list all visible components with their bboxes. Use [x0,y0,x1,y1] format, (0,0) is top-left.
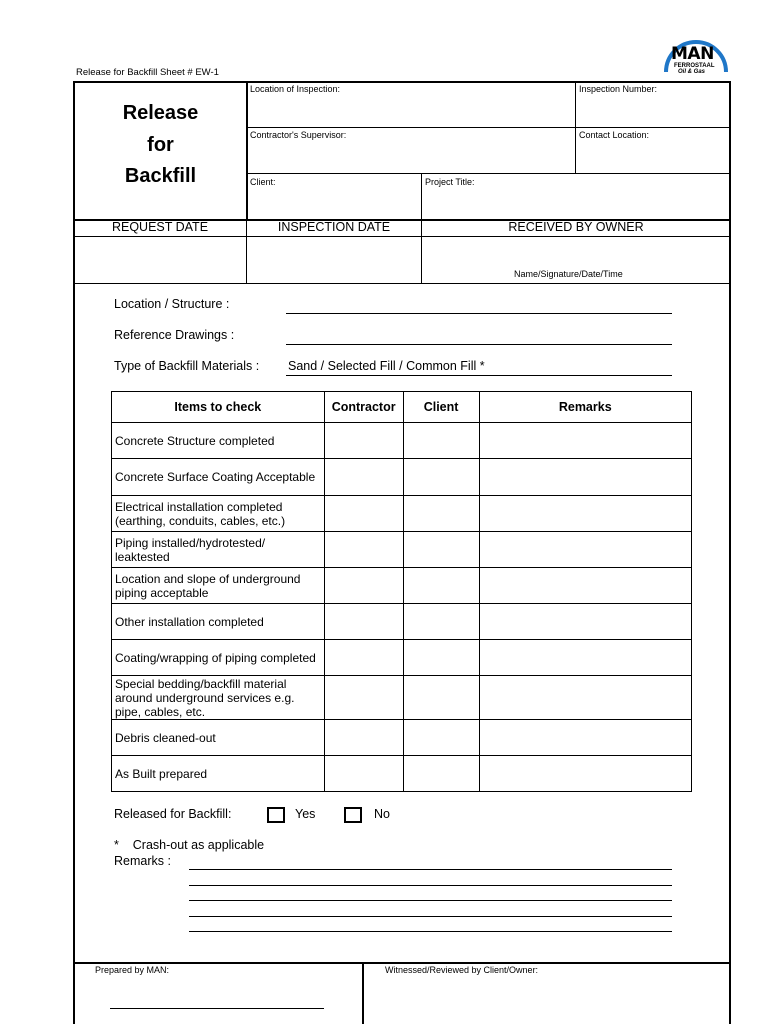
table-row [112,676,692,720]
item-label: Electrical installation completed (earthing, conduits, cables, etc.) [112,496,325,532]
backfill-type-field[interactable] [286,375,672,376]
remarks-cell[interactable] [479,756,691,792]
table-row [112,568,692,604]
witnessed-by-label: Witnessed/Reviewed by Client/Owner: [385,965,539,975]
inspection-date-header: INSPECTION DATE [277,220,391,234]
remarks-cell[interactable] [479,459,691,496]
prepared-by-label: Prepared by MAN: [95,965,170,975]
client-cell[interactable] [403,640,479,676]
table-row [112,720,692,756]
no-label: No [374,807,390,821]
remarks-label: Remarks : [114,854,171,868]
remarks-line[interactable] [189,885,672,886]
table-row [112,532,692,568]
reference-drawings-label: Reference Drawings : [114,328,235,342]
client-cell[interactable] [403,676,479,720]
asterisk-note: * Crash-out as applicable [114,838,265,852]
client-label: Client: [250,177,276,187]
location-structure-field[interactable] [286,313,672,314]
reference-drawings-field[interactable] [286,344,672,345]
released-for-backfill-label: Released for Backfill: [114,807,232,821]
contractors-supervisor-label: Contractor's Supervisor: [250,130,347,140]
item-label: Concrete Structure completed [112,423,325,459]
client-cell[interactable] [403,568,479,604]
contractor-cell[interactable] [324,496,403,532]
client-cell[interactable] [403,423,479,459]
checklist-table [111,391,692,792]
footer-divider [74,962,730,964]
remarks-cell[interactable] [479,720,691,756]
header-divider [575,82,576,174]
remarks-cell[interactable] [479,676,691,720]
client-cell[interactable] [403,496,479,532]
item-label: Special bedding/backfill material around underground services e.g. pipe, cables, etc. [112,676,325,720]
contractor-cell[interactable] [324,568,403,604]
footer-divider [362,963,364,1024]
client-cell[interactable] [403,459,479,496]
client-cell[interactable] [403,532,479,568]
contractor-cell[interactable] [324,640,403,676]
header-divider [246,82,248,220]
yes-checkbox[interactable] [267,807,285,823]
client-cell[interactable] [403,756,479,792]
checklist-header-row [112,392,692,423]
item-label: As Built prepared [112,756,325,792]
items-header: Items to check [112,392,325,423]
remarks-cell[interactable] [479,568,691,604]
backfill-type-value: Sand / Selected Fill / Common Fill * [288,359,485,373]
contact-location-label: Contact Location: [579,130,650,140]
client-header: Client [403,392,479,423]
remarks-cell[interactable] [479,640,691,676]
item-label: Concrete Surface Coating Acceptable [112,459,325,496]
logo-brand: MAN [671,44,714,64]
contractor-cell[interactable] [324,459,403,496]
contractor-cell[interactable] [324,423,403,459]
header-divider [247,127,730,128]
date-divider [74,236,730,237]
backfill-type-label: Type of Backfill Materials : [114,359,260,373]
table-row [112,640,692,676]
remarks-line[interactable] [189,869,672,870]
request-date-header: REQUEST DATE [111,220,209,234]
date-divider [74,283,730,284]
prepared-by-signature-line[interactable] [110,1008,324,1009]
contractor-cell[interactable] [324,532,403,568]
table-row [112,604,692,640]
sheet-title: Release for Backfill Sheet # EW-1 [76,67,219,78]
form-title-line-1: Release [122,102,199,124]
location-of-inspection-label: Location of Inspection: [250,84,341,94]
table-row [112,756,692,792]
project-title-label: Project Title: [425,177,475,187]
location-structure-label: Location / Structure : [114,297,230,311]
contractor-cell[interactable] [324,676,403,720]
table-row [112,496,692,532]
item-label: Piping installed/hydrotested/ leaktested [112,532,325,568]
remarks-cell[interactable] [479,496,691,532]
received-by-owner-header: RECEIVED BY OWNER [508,220,644,234]
contractor-cell[interactable] [324,756,403,792]
remarks-line[interactable] [189,900,672,901]
remarks-cell[interactable] [479,423,691,459]
contractor-cell[interactable] [324,604,403,640]
no-checkbox[interactable] [344,807,362,823]
contractor-cell[interactable] [324,720,403,756]
remarks-line[interactable] [189,931,672,932]
remarks-cell[interactable] [479,532,691,568]
logo-sub2: Oil & Gas [678,69,706,75]
client-cell[interactable] [403,604,479,640]
form-title-line-3: Backfill [124,165,197,187]
remarks-line[interactable] [189,916,672,917]
signature-caption: Name/Signature/Date/Time [514,269,623,279]
client-cell[interactable] [403,720,479,756]
inspection-number-label: Inspection Number: [579,84,658,94]
remarks-header: Remarks [479,392,691,423]
remarks-cell[interactable] [479,604,691,640]
contractor-header: Contractor [324,392,403,423]
item-label: Location and slope of underground piping acceptable [112,568,325,604]
header-divider [247,173,730,174]
item-label: Coating/wrapping of piping completed [112,640,325,676]
header-divider [421,174,422,220]
item-label: Debris cleaned-out [112,720,325,756]
table-row [112,459,692,496]
table-row [112,423,692,459]
form-title-line-2: for [147,134,174,156]
yes-label: Yes [295,807,316,821]
logo-sub1: FERROSTAAL [674,63,715,69]
item-label: Other installation completed [112,604,325,640]
company-logo [662,38,730,80]
